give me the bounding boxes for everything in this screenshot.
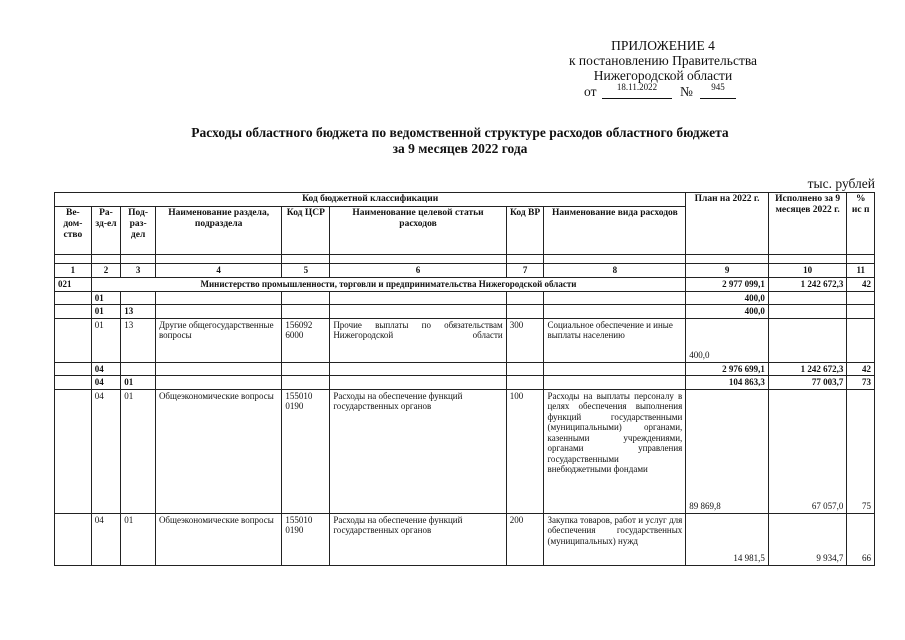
cell-kod-vr: 200 (506, 513, 544, 565)
cell-executed (768, 291, 847, 305)
cell-empty (544, 291, 686, 305)
cell-vedomstvo (55, 376, 92, 390)
cell-razdel: 04 (91, 376, 121, 390)
table-row (55, 376, 875, 390)
cell-vedomstvo: 021 (55, 278, 92, 292)
header-kod-vr: Код ВР (506, 207, 544, 255)
cell-empty (282, 362, 330, 376)
cell-executed (768, 305, 847, 319)
cell-empty (544, 376, 686, 390)
cell-empty (544, 362, 686, 376)
table-row (55, 278, 875, 292)
cell-empty (330, 291, 506, 305)
header-vedomstvo: Ве-дом-ство (55, 207, 92, 255)
cell-razdel: 04 (91, 513, 121, 565)
cell-executed: 67 057,0 (768, 389, 847, 513)
cell-empty (155, 291, 281, 305)
budget-table (54, 192, 875, 566)
cell-empty (330, 305, 506, 319)
cell-vedomstvo (55, 389, 92, 513)
cell-plan: 14 981,5 (686, 513, 769, 565)
cell-kod-vr: 100 (506, 389, 544, 513)
cell-ministry-name: Министерство промышленности, торговли и предпринимательства Нижегородской области (91, 278, 686, 292)
cell-type-name: Социальное обеспечение и иные выплаты населению (544, 318, 686, 362)
cell-target-name: Расходы на обеспечение функций государственных органов (330, 513, 506, 565)
table-row (55, 362, 875, 376)
header-gap-row (55, 255, 875, 264)
cell-plan: 400,0 (686, 305, 769, 319)
table-row (55, 513, 875, 565)
column-number-row (55, 264, 875, 278)
header-percent: % ис п (847, 193, 875, 255)
header-code-group: Код бюджетной классификации (55, 193, 686, 207)
table-row (55, 305, 875, 319)
cell-empty (155, 376, 281, 390)
cell-type-name: Закупка товаров, работ и услуг для обеспечения государственных (муниципальных) нужд (544, 513, 686, 565)
cell-plan: 104 863,3 (686, 376, 769, 390)
cell-target-name: Расходы на обеспечение функций государственных органов (330, 389, 506, 513)
cell-empty (506, 305, 544, 319)
cell-percent: 66 (847, 513, 875, 565)
table-row (55, 291, 875, 305)
cell-plan: 400,0 (686, 318, 769, 362)
cell-section-name: Общеэкономические вопросы (155, 513, 281, 565)
column-number: 6 (330, 264, 506, 278)
appendix-line-resolution: к постановлению Правительства (568, 53, 758, 68)
cell-plan: 2 976 699,1 (686, 362, 769, 376)
appendix-date: 18.11.2022 (602, 83, 672, 99)
document-title-line1: Расходы областного бюджета по ведомственной структуре расходов областного бюджета (191, 125, 729, 140)
cell-razdel: 04 (91, 362, 121, 376)
cell-podrazdel: 01 (121, 389, 156, 513)
column-number: 2 (91, 264, 121, 278)
cell-executed: 77 003,7 (768, 376, 847, 390)
header-kod-csr: Код ЦСР (282, 207, 330, 255)
cell-empty (330, 362, 506, 376)
cell-executed: 1 242 672,3 (768, 278, 847, 292)
cell-empty (544, 305, 686, 319)
header-name-type: Наименование вида расходов (544, 207, 686, 255)
table-header-row-group (55, 193, 875, 207)
cell-target-name: Прочие выплаты по обязательствам Нижегородской области (330, 318, 506, 362)
column-number: 7 (506, 264, 544, 278)
cell-percent (847, 305, 875, 319)
cell-empty (506, 362, 544, 376)
appendix-block (548, 38, 778, 99)
cell-vedomstvo (55, 318, 92, 362)
cell-podrazdel (121, 291, 156, 305)
cell-percent: 73 (847, 376, 875, 390)
cell-section-name: Общеэкономические вопросы (155, 389, 281, 513)
cell-empty (282, 376, 330, 390)
cell-razdel: 01 (91, 305, 121, 319)
column-number: 1 (55, 264, 92, 278)
cell-executed: 9 934,7 (768, 513, 847, 565)
column-number: 5 (282, 264, 330, 278)
cell-empty (282, 305, 330, 319)
cell-empty (155, 305, 281, 319)
cell-empty (282, 291, 330, 305)
cell-executed (768, 318, 847, 362)
cell-plan: 2 977 099,1 (686, 278, 769, 292)
cell-empty (506, 376, 544, 390)
column-number: 8 (544, 264, 686, 278)
column-number: 11 (847, 264, 875, 278)
cell-plan: 400,0 (686, 291, 769, 305)
cell-podrazdel: 01 (121, 376, 156, 390)
cell-vedomstvo (55, 513, 92, 565)
cell-razdel: 04 (91, 389, 121, 513)
units-label: тыс. рублей (807, 176, 875, 191)
cell-vedomstvo (55, 305, 92, 319)
cell-kod-csr: 155010 0190 (282, 513, 330, 565)
cell-podrazdel: 13 (121, 318, 156, 362)
appendix-number: 945 (700, 83, 736, 99)
cell-executed: 1 242 672,3 (768, 362, 847, 376)
cell-vedomstvo (55, 291, 92, 305)
header-razdel: Ра-зд-ел (91, 207, 121, 255)
document-title-line2: за 9 месяцев 2022 года (392, 141, 528, 156)
header-name-section: Наименование раздела, подраздела (155, 207, 281, 255)
appendix-number-label: № (680, 84, 693, 99)
cell-empty (330, 376, 506, 390)
header-podrazdel: Под-раз-дел (121, 207, 156, 255)
header-plan: План на 2022 г. (686, 193, 769, 255)
appendix-title: ПРИЛОЖЕНИЕ 4 (611, 38, 715, 53)
cell-type-name: Расходы на выплаты персоналу в целях обеспечения выполнения функций государственными (муниципальными) органами, казенными учреждениями, органами управления государственными внебюджетными фондами (544, 389, 686, 513)
cell-percent (847, 318, 875, 362)
header-executed: Исполнено за 9 месяцев 2022 г. (768, 193, 847, 255)
cell-kod-csr: 156092 6000 (282, 318, 330, 362)
cell-empty (155, 362, 281, 376)
cell-vedomstvo (55, 362, 92, 376)
document-title (100, 125, 820, 157)
cell-empty (506, 291, 544, 305)
appendix-line-region: Нижегородской области (593, 68, 733, 83)
cell-percent: 42 (847, 278, 875, 292)
header-name-target: Наименование целевой статьи расходов (330, 207, 506, 255)
cell-kod-csr: 155010 0190 (282, 389, 330, 513)
column-number: 3 (121, 264, 156, 278)
cell-percent: 42 (847, 362, 875, 376)
cell-razdel: 01 (91, 318, 121, 362)
column-number: 9 (686, 264, 769, 278)
table-row (55, 389, 875, 513)
cell-razdel: 01 (91, 291, 121, 305)
cell-section-name: Другие общегосударственные вопросы (155, 318, 281, 362)
cell-podrazdel: 13 (121, 305, 156, 319)
cell-percent (847, 291, 875, 305)
appendix-signature-line (548, 83, 778, 99)
cell-podrazdel (121, 362, 156, 376)
cell-kod-vr: 300 (506, 318, 544, 362)
table-row (55, 318, 875, 362)
cell-podrazdel: 01 (121, 513, 156, 565)
column-number: 10 (768, 264, 847, 278)
appendix-from-label: от (584, 84, 597, 99)
column-number: 4 (155, 264, 281, 278)
cell-percent: 75 (847, 389, 875, 513)
cell-plan: 89 869,8 (686, 389, 769, 513)
